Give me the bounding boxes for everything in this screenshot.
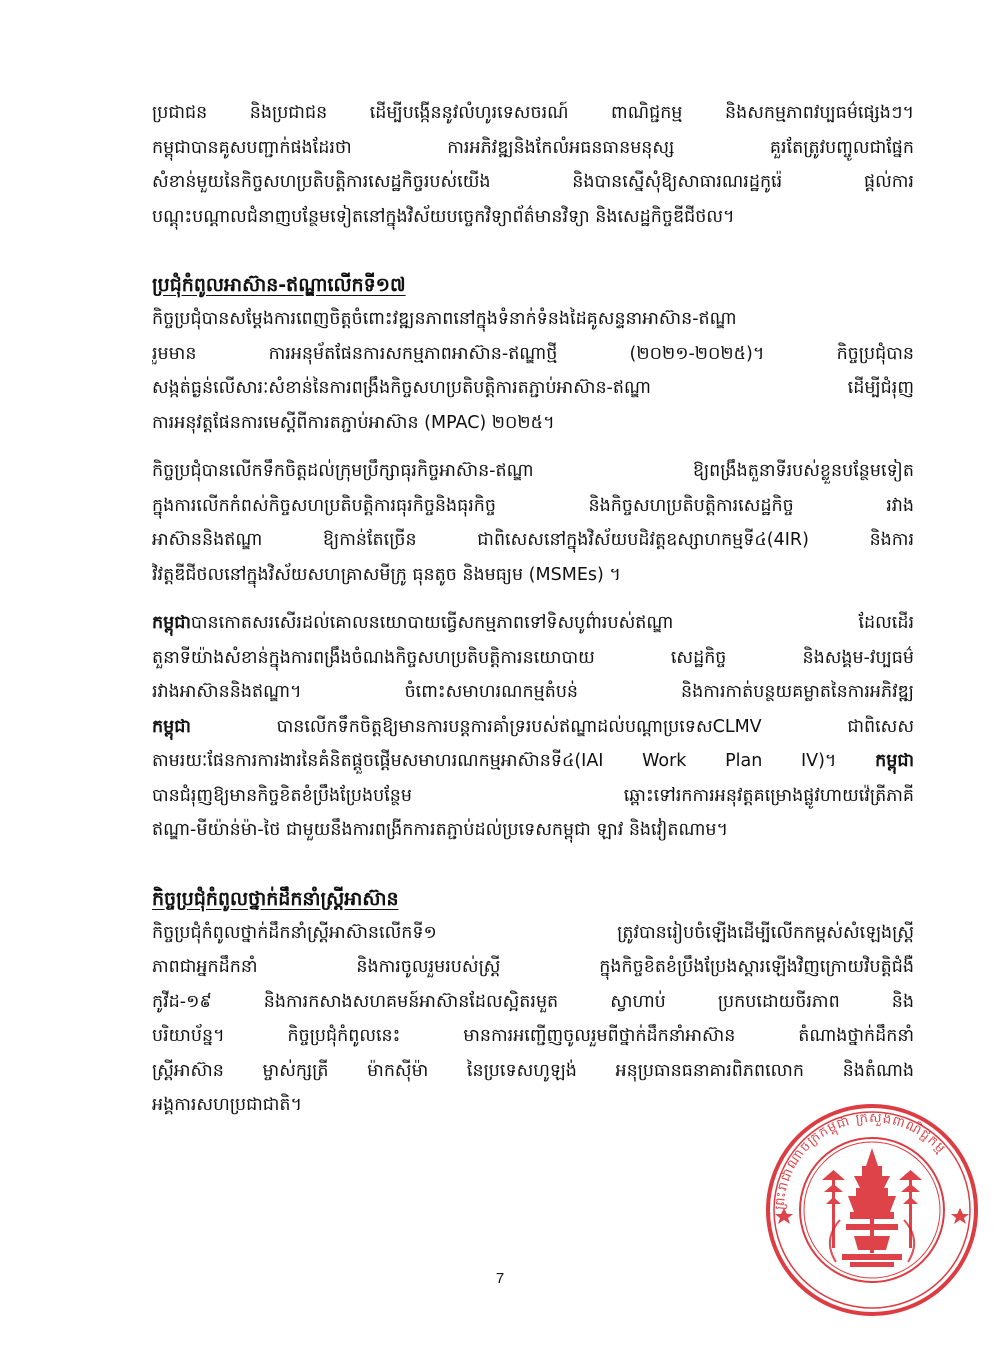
text-line: ភាពជាអ្នកដឹកនាំ និងការចូលរួមរបស់ស្ត្រី ក្នុងកិច្ចខិតខំប្រឹងប្រែងស្តារឡើងវិញក្រោយវិបត្តិជំងឺ [152,957,914,977]
text-line: វិវត្តឌីជីថលនៅក្នុងវិស័យសហគ្រាសមីក្រូ ធុនតូច និងមធ្យម (MSMEs) ។ [152,564,621,585]
cambodia-label: កម្ពុជា [152,716,191,737]
text-line: សំខាន់មួយនៃកិច្ចសហប្រតិបត្តិការសេដ្ឋកិច្ចរបស់យើង និងបានស្នើសុំឱ្យសាធារណរដ្ឋកូរ៉េ ផ្តល់ការ [152,172,914,192]
text-line [152,744,914,779]
asean-india-paragraph-1 [152,302,914,440]
text-line: បានជំរុញឱ្យមានកិច្ចខិតខំប្រឹងប្រែងបន្ថែម ឆ្ពោះទៅរកការអនុវត្តគម្រោងផ្លូវហាយវ៉េត្រីភាគី [152,785,914,806]
asean-india-paragraph-3 [152,606,914,848]
section-heading-asean-india: ប្រជុំកំពូលអាស៊ាន-ឥណ្ឌាលើកទី១៧ [152,274,406,296]
document-body [152,96,914,1123]
text-line: ក្នុងការលើកកំពស់កិច្ចសហប្រតិបត្តិការធុរកិច្ចនិងធុរកិច្ច និងកិច្ចសហប្រតិបត្តិការសេដ្ឋកិច្ច រវាង [152,495,914,516]
text-line [152,710,914,745]
asean-india-paragraph-2 [152,454,914,592]
text-line: ស្ត្រីអាស៊ាន ម្ចាស់ក្សត្រី ម៉ាកស៊ីម៉ា នៃប្រទេសហូឡង់ អនុប្រធានធនាគារពិភពលោក និងតំណាង [152,1060,914,1081]
section-heading-asean-women-leaders: កិច្ចប្រជុំកំពូលថ្នាក់ដឹកនាំស្ត្រីអាស៊ាន [152,887,399,910]
women-leaders-paragraph [152,916,914,1123]
text-line: រវាងអាស៊ាននិងឥណ្ឌា។ ចំពោះសមាហរណកម្មតំបន់ និងការកាត់បន្ថយគម្លាតនៃការអភិវឌ្ឍ [152,682,914,702]
text-line [152,606,914,641]
text-line: សង្កត់ធ្ងន់លើសារៈសំខាន់នៃការពង្រឹងកិច្ចសហប្រតិបត្តិការតភ្ជាប់អាស៊ាន-ឥណ្ឌា ដើម្បីជំរុញ [152,378,914,398]
text-line: អាស៊ាននិងឥណ្ឌា ឱ្យកាន់តែច្រើន ជាពិសេសនៅក្នុងវិស័យបដិវត្តឧស្សាហកម្មទី៤(4IR) និងការ [152,530,914,550]
text-line: ឥណ្ឌា-មីយ៉ាន់ម៉ា-ថៃ ជាមួយនឹងការពង្រីកការតភ្ជាប់ដល់ប្រទេសកម្ពុជា ឡាវ និងវៀតណាម។ [152,820,729,840]
text-run: បានកោតសរសើរដល់គោលនយោបាយធ្វើសកម្មភាពទៅទិសបូព៌ារបស់ឥណ្ឌា ដែលដើរ [190,613,914,633]
cambodia-label: កម្ពុជា [152,613,191,633]
intro-paragraph [152,96,914,234]
text-line: កម្ពុជាបានគូសបញ្ជាក់ផងដែរថា ការអភិវឌ្ឍនិងកែលំអធនធានមនុស្ស គួរតែត្រូវបញ្ចូលជាផ្នែក [152,137,914,158]
text-line: កិច្ចប្រជុំបានសម្តែងការពេញចិត្តចំពោះវឌ្ឍនភាពនៅក្នុងទំនាក់ទំនងដៃគូសន្ទនាអាស៊ាន-ឥណ្ឌា [152,309,737,329]
text-line: កិច្ចប្រជុំបានលើកទឹកចិត្តដល់ក្រុមប្រឹក្សាធុរកិច្ចអាស៊ាន-ឥណ្ឌា ឱ្យពង្រឹងតួនាទីរបស់ខ្លួនបន្ថែមទៀត [152,461,914,481]
text-run: តាមរយៈផែនការការងារនៃគំនិតផ្តួចផ្តើមសមាហរណកម្មអាស៊ានទី៤(IAI Work Plan IV)។ [152,751,876,771]
text-line: រួមមាន ការអនុម័តផែនការសកម្មភាពអាស៊ាន-ឥណ្ឌាថ្មី (២០២១-២០២៥)។ កិច្ចប្រជុំបាន [152,343,914,364]
text-line: កូវីដ-១៩ និងការកសាងសហគមន៍អាស៊ានដែលស្អិតរមួត ស្វាហាប់ ប្រកបដោយចីរភាព និង [152,991,914,1012]
text-line: បណ្តុះបណ្តាលជំនាញបន្ថែមទៀតនៅក្នុងវិស័យបច្ចេកវិទ្យាព័ត៌មានវិទ្យា និងសេដ្ឋកិច្ចឌីជីថល។ [152,206,735,227]
text-line: ការអនុវត្តផែនការមេស្តីពីការតភ្ជាប់អាស៊ាន (MPAC) ២០២៥។ [152,412,555,433]
text-line: អង្គការសហប្រជាជាតិ។ [152,1095,303,1115]
text-line: បរិយាប័ន្ន។ កិច្ចប្រជុំកំពូលនេះ មានការអញ្ជើញចូលរួមពីថ្នាក់ដឹកនាំអាស៊ាន តំណាងថ្នាក់ដឹកនាំ [152,1026,914,1046]
official-seal-stamp [762,1100,982,1320]
seal-text: ព្រះរាជាណាចក្រកម្ពុជា ក្រសួងពាណិជ្ជកម្ម [772,1110,949,1211]
text-line: ប្រជាជន និងប្រជាជន ដើម្បីបង្កើននូវលំហូរទេសចរណ៍ ពាណិជ្ជកម្ម និងសកម្មភាពវប្បធម៌ផ្សេងៗ។ [152,103,914,123]
page-number: 7 [495,1270,505,1287]
text-line: កិច្ចប្រជុំកំពូលថ្នាក់ដឹកនាំស្ត្រីអាស៊ានលើកទី១ ត្រូវបានរៀបចំឡើងដើម្បីលើកកម្ពស់សំឡេងស្ត្រី [152,922,914,943]
text-run: បានលើកទឹកចិត្តឱ្យមានការបន្តការគាំទ្ររបស់ឥណ្ឌាដល់បណ្តាប្រទេសCLMV ជាពិសេស [190,716,914,737]
cambodia-label: កម្ពុជា [875,751,914,771]
text-line: តួនាទីយ៉ាងសំខាន់ក្នុងការពង្រឹងចំណងកិច្ចសហប្រតិបត្តិការនយោបាយ សេដ្ឋកិច្ច និងសង្គម-វប្បធម៌ [152,647,914,668]
